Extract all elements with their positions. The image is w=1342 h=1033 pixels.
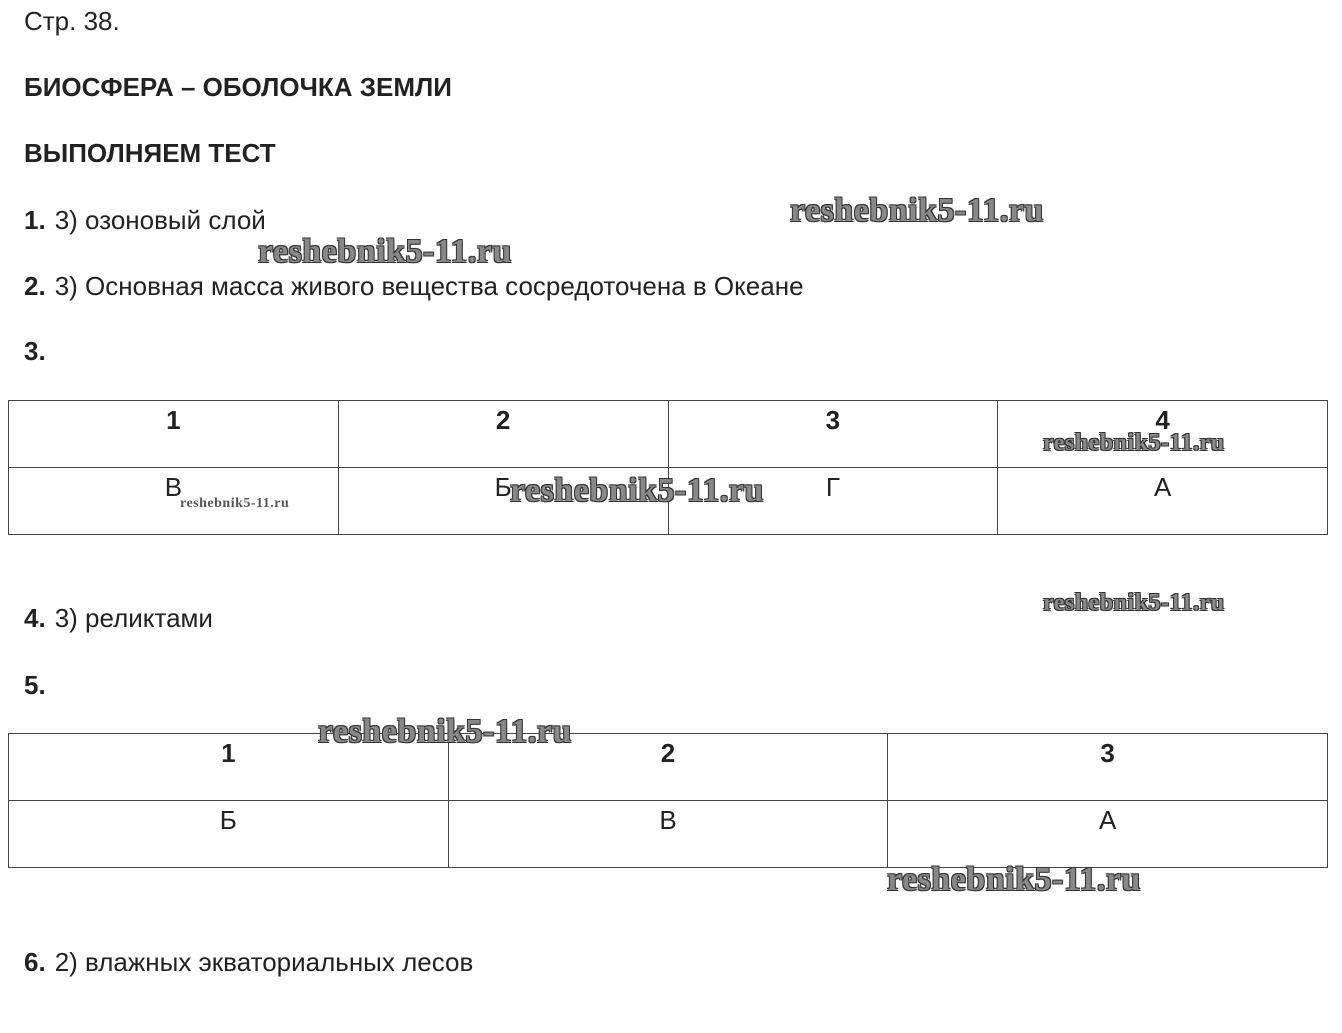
table-header-cell: 4	[998, 401, 1328, 468]
watermark: reshebnik5-11.ru	[180, 496, 290, 511]
watermark: reshebnik5-11.ru	[510, 472, 764, 509]
table-cell: Г	[668, 468, 998, 535]
answer-5-table	[8, 733, 1328, 868]
table-cell: В	[9, 468, 339, 535]
page-label: Стр. 38.	[24, 6, 120, 36]
answer-4	[24, 603, 213, 633]
watermark: reshebnik5-11.ru	[1043, 430, 1225, 456]
answer-2-number: 2.	[24, 271, 46, 301]
table-header-cell: 3	[668, 401, 998, 468]
watermark: reshebnik5-11.ru	[790, 192, 1044, 229]
table-cell: В	[448, 801, 888, 868]
table-header-row	[9, 734, 1328, 801]
watermark: reshebnik5-11.ru	[887, 861, 1141, 898]
table-cell: Б	[9, 801, 449, 868]
table-cell: Б	[338, 468, 668, 535]
answer-6	[24, 947, 473, 977]
watermark: reshebnik5-11.ru	[258, 233, 512, 270]
answer-2	[24, 271, 804, 301]
table-header-cell: 2	[338, 401, 668, 468]
answer-2-text: 3) Основная масса живого вещества сосредоточена в Океане	[54, 271, 804, 301]
answer-3-table	[8, 400, 1328, 535]
table-header-cell: 3	[888, 734, 1328, 801]
answer-1-text: 3) озоновый слой	[54, 205, 266, 235]
watermark: reshebnik5-11.ru	[1043, 590, 1225, 616]
answer-4-number: 4.	[24, 603, 46, 633]
answer-4-text: 3) реликтами	[54, 603, 213, 633]
answer-1-number: 1.	[24, 205, 46, 235]
table-header-cell: 1	[9, 401, 339, 468]
table-cell: А	[998, 468, 1328, 535]
table-row	[9, 801, 1328, 868]
table-header-cell: 1	[9, 734, 449, 801]
page-subtitle: ВЫПОЛНЯЕМ ТЕСТ	[24, 138, 276, 168]
answer-6-number: 6.	[24, 947, 46, 977]
watermark: reshebnik5-11.ru	[318, 713, 572, 750]
page-title: БИОСФЕРА – ОБОЛОЧКА ЗЕМЛИ	[24, 72, 452, 102]
answer-3-number: 3.	[24, 336, 46, 366]
answer-1	[24, 205, 266, 235]
answer-5-number: 5.	[24, 670, 46, 700]
table-cell: А	[888, 801, 1328, 868]
answer-6-text: 2) влажных экваториальных лесов	[54, 947, 474, 977]
table-header-cell: 2	[448, 734, 888, 801]
